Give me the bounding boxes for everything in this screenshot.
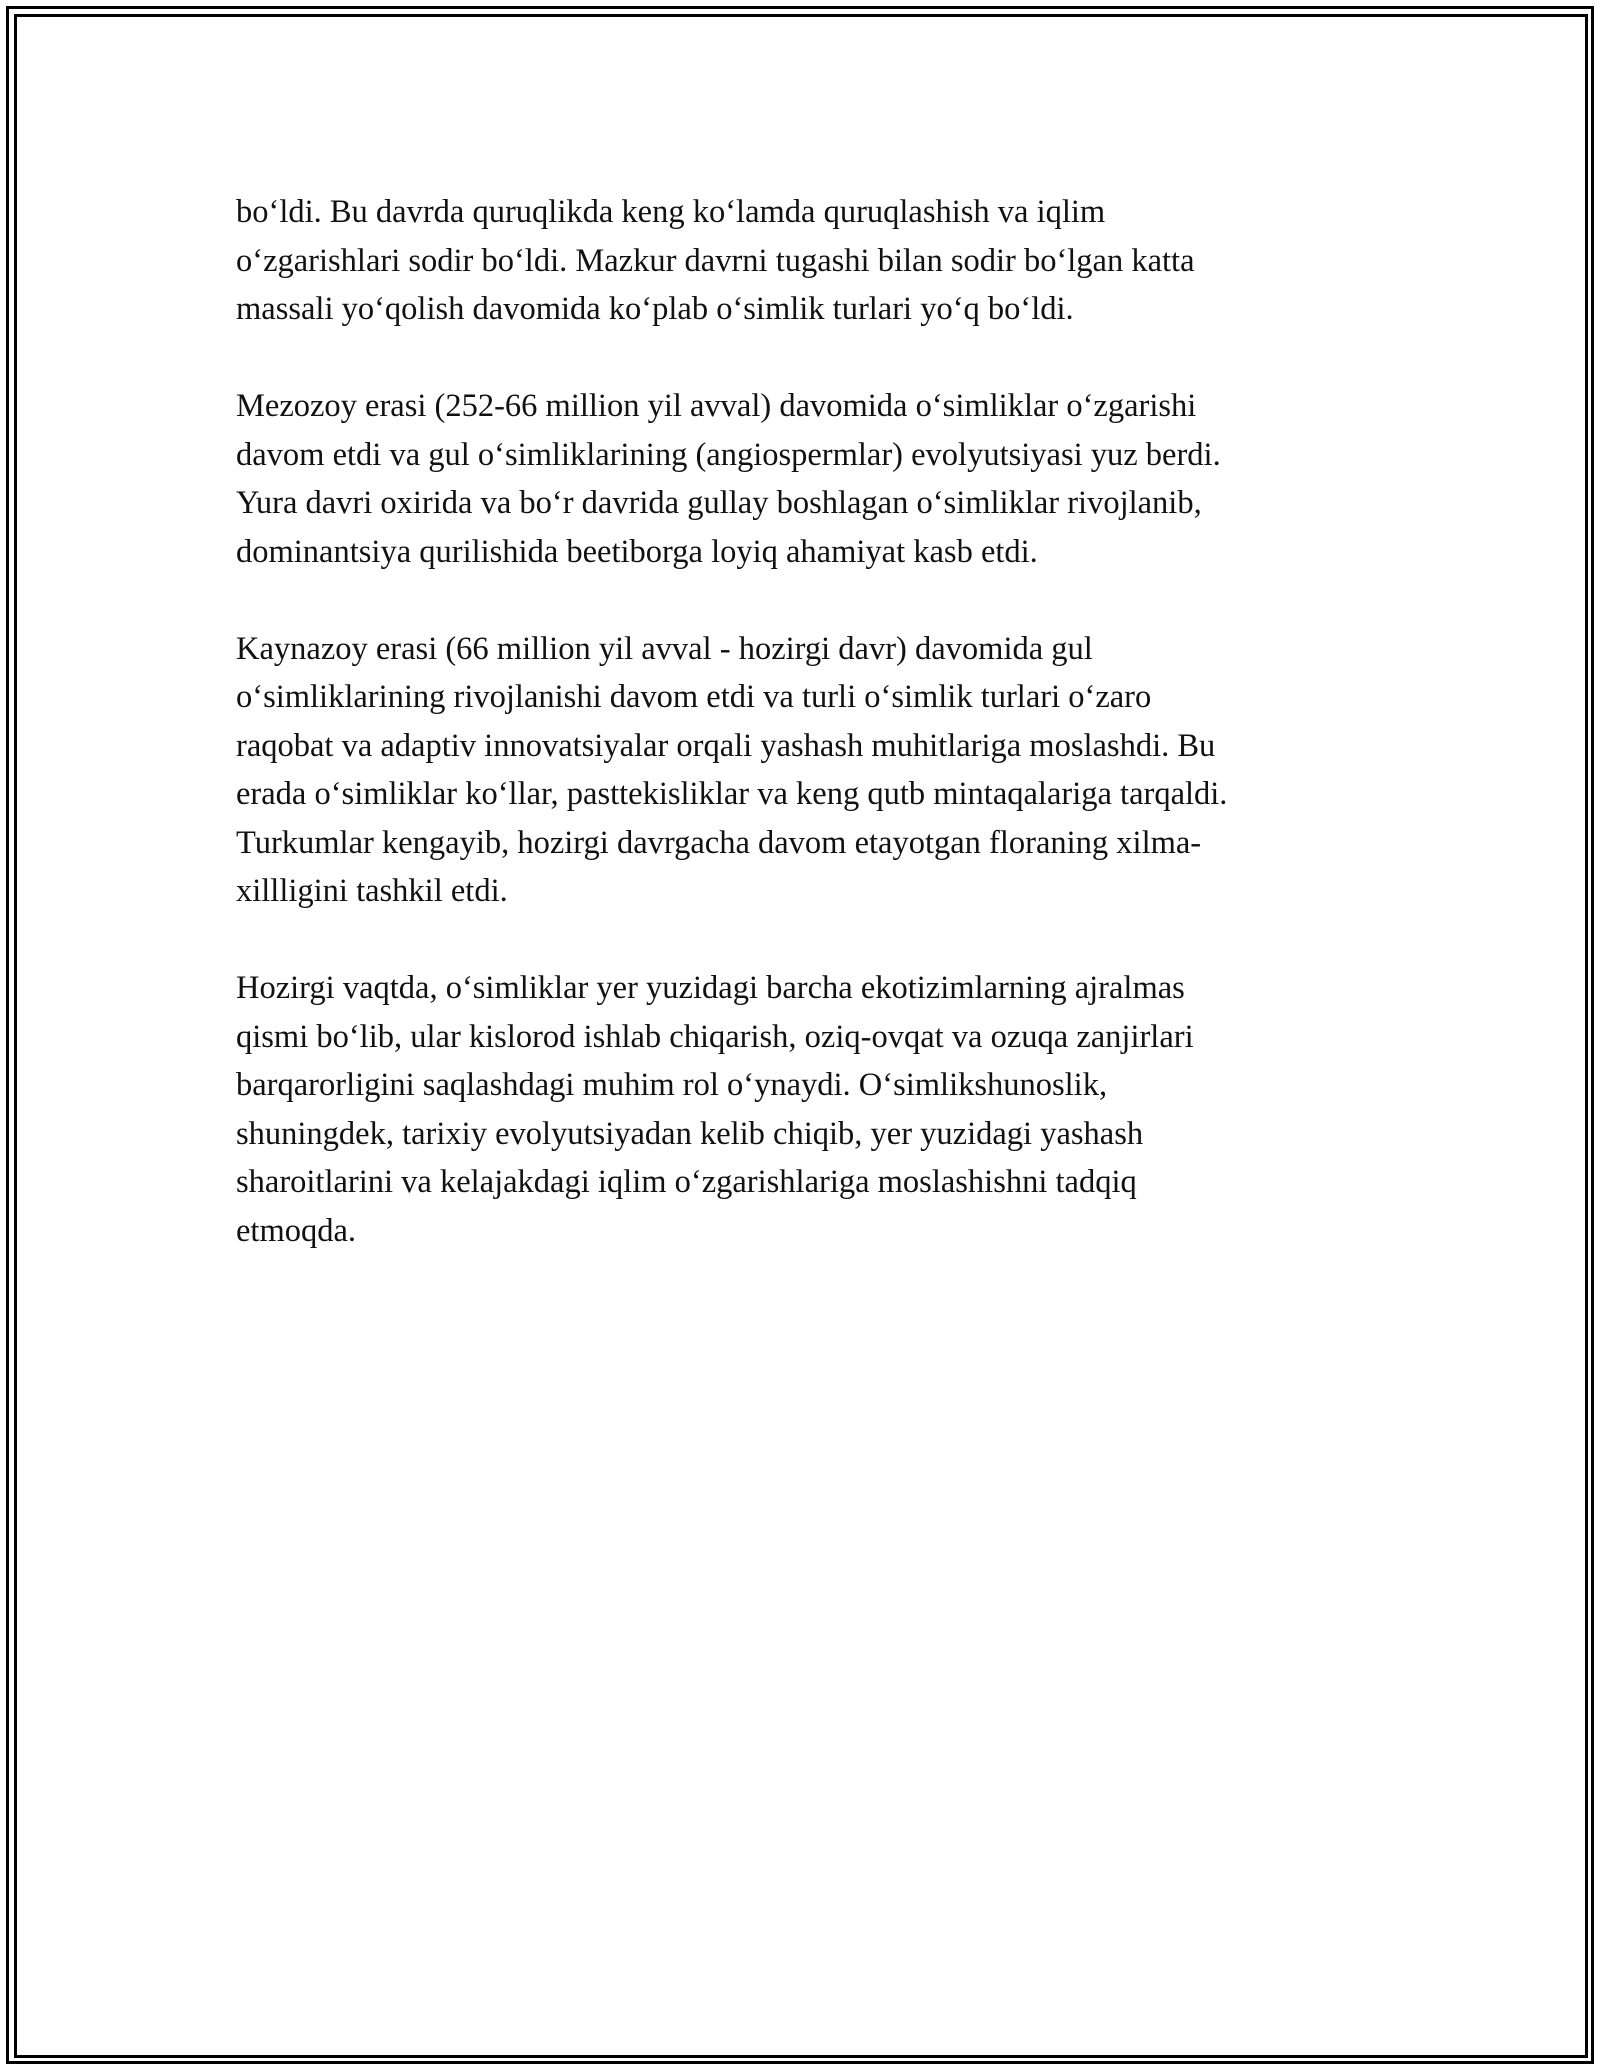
- text-line: raqobat va adaptiv innovatsiyalar orqali yashash muhitlariga moslashdi. Bu: [236, 727, 1216, 764]
- text-line: dominantsiya qurilishida beetiborga loyiq ahamiyat kasb etdi.: [236, 533, 1038, 570]
- text-line: bo‘ldi. Bu davrda quruqlikda keng ko‘lamda quruqlashish va iqlim: [236, 194, 1106, 230]
- text-line: Kaynazoy erasi (66 million yil avval - hozirgi davr) davomida gul: [236, 630, 1093, 667]
- text-line: davom etdi va gul o‘simliklarining (angiospermlar) evolyutsiyasi yuz berdi.: [236, 436, 1221, 473]
- paragraph-2: [236, 382, 1366, 576]
- text-line: etmoqda.: [236, 1212, 357, 1249]
- text-line: o‘simliklarining rivojlanishi davom etdi va turli o‘simlik turlari o‘zaro: [236, 679, 1152, 715]
- text-line: barqarorligini saqlashdagi muhim rol o‘ynaydi. O‘simlikshunoslik,: [236, 1067, 1108, 1103]
- text-line: Mezozoy erasi (252-66 million yil avval) davomida o‘simliklar o‘zgarishi: [236, 388, 1197, 424]
- paragraph-4: [236, 964, 1366, 1255]
- text-line: Turkumlar kengayib, hozirgi davrgacha davom etayotgan floraning xilma-: [236, 824, 1202, 861]
- text-line: massali yo‘qolish davomida ko‘plab o‘simlik turlari yo‘q bo‘ldi.: [236, 291, 1074, 327]
- paragraph-1: [236, 188, 1366, 334]
- text-line: qismi bo‘lib, ular kislorod ishlab chiqarish, oziq-ovqat va ozuqa zanjirlari: [236, 1018, 1194, 1055]
- text-line: sharoitlarini va kelajakdagi iqlim o‘zgarishlariga moslashishni tadqiq: [236, 1164, 1137, 1200]
- text-line: Hozirgi vaqtda, o‘simliklar yer yuzidagi barcha ekotizimlarning ajralmas: [236, 970, 1185, 1006]
- text-line: erada o‘simliklar ko‘llar, pasttekisliklar va keng qutb mintaqalariga tarqaldi.: [236, 776, 1228, 812]
- text-line: xillligini tashkil etdi.: [236, 873, 508, 909]
- paragraph-3: [236, 625, 1366, 916]
- text-line: shuningdek, tarixiy evolyutsiyadan kelib chiqib, yer yuzidagi yashash: [236, 1115, 1144, 1152]
- text-line: Yura davri oxirida va bo‘r davrida gullay boshlagan o‘simliklar rivojlanib,: [236, 485, 1202, 521]
- document-body: [236, 188, 1366, 1304]
- text-line: o‘zgarishlari sodir bo‘ldi. Mazkur davrni tugashi bilan sodir bo‘lgan katta: [236, 242, 1195, 279]
